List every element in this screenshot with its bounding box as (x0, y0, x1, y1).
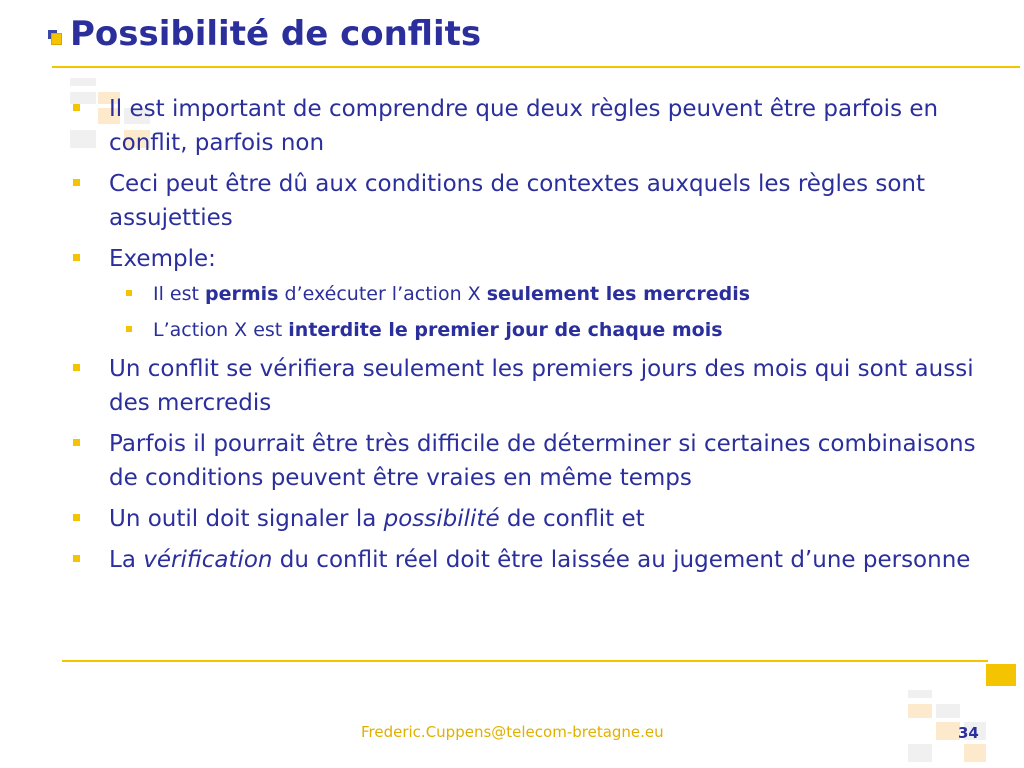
list-item: La vérification du conflit réel doit être laissée au jugement d’une personne (70, 543, 990, 577)
slide-title: Possibilité de conflits (70, 14, 482, 54)
top-divider (52, 66, 1020, 68)
bullet-list (70, 92, 990, 584)
bullet-square-icon (73, 439, 80, 446)
list-item: Exemple: Il est permis d’exécuter l’action X seulement les mercredis L’action X est interdite le premier jour de chaque mois (70, 242, 990, 344)
bullet-square-icon (73, 179, 80, 186)
sub-bullet-square-icon (126, 326, 132, 332)
bullet-square-icon (73, 254, 80, 261)
list-item: Un outil doit signaler la possibilité de conflit et (70, 502, 990, 536)
bullet-square-icon (73, 555, 80, 562)
title-marker-icon (48, 30, 62, 46)
bullet-square-icon (73, 104, 80, 111)
bottom-divider (62, 660, 988, 662)
list-item: Parfois il pourrait être très difficile de déterminer si certaines combinaisons de conditions peuvent être vraies en même temps (70, 427, 990, 495)
sub-bullet-list (109, 280, 990, 344)
list-item: Un conflit se vérifiera seulement les premiers jours des mois qui sont aussi des mercredis (70, 352, 990, 420)
list-item: Il est important de comprendre que deux règles peuvent être parfois en conflit, parfois non (70, 92, 990, 160)
sub-list-item: L’action X est interdite le premier jour de chaque mois (109, 316, 990, 344)
list-item: Ceci peut être dû aux conditions de contextes auxquels les règles sont assujetties (70, 167, 990, 235)
footer-email: Frederic.Cuppens@telecom-bretagne.eu (361, 723, 664, 741)
page-number: 34 (958, 724, 979, 742)
bullet-square-icon (73, 364, 80, 371)
sub-list-item: Il est permis d’exécuter l’action X seulement les mercredis (109, 280, 990, 308)
bullet-square-icon (73, 514, 80, 521)
sub-bullet-square-icon (126, 290, 132, 296)
